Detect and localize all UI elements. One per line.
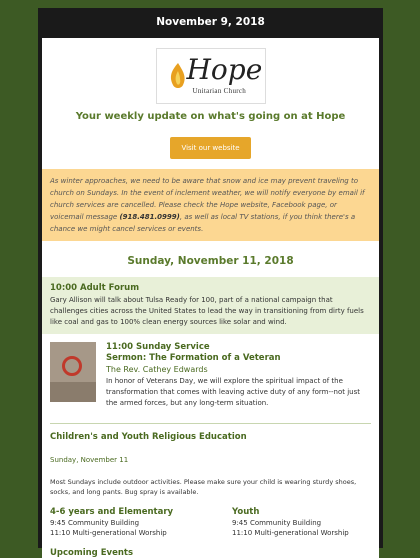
upcoming-events-heading: Upcoming Events xyxy=(50,548,134,558)
group-title: 4-6 years and Elementary xyxy=(50,507,174,517)
visit-website-button[interactable]: Visit our website xyxy=(170,137,250,159)
logo-area xyxy=(42,38,379,138)
flame-icon xyxy=(167,61,189,91)
cyre-title: Children's and Youth Religious Education xyxy=(50,432,247,442)
newsletter-frame xyxy=(38,8,383,558)
adult-forum-section xyxy=(42,277,379,334)
group-elementary xyxy=(50,507,232,538)
forum-title: 10:00 Adult Forum xyxy=(50,283,140,293)
newsletter-date: November 9, 2018 xyxy=(156,16,265,28)
group-youth xyxy=(232,507,349,538)
group-title: Youth xyxy=(232,507,260,517)
logo-wordmark: Hope xyxy=(186,53,263,86)
church-logo[interactable] xyxy=(156,48,266,104)
notice-text: As winter approaches, we need to be aware that snow and ice may prevent traveling to church on Sundays. In the event of inclement weather, we will notify everyone by email if church services are cancelled. Please check the Hope website, Facebook page, or voicemail message xyxy=(50,177,365,221)
sunday-service-section xyxy=(42,334,379,413)
logo-subtitle: Unitarian Church xyxy=(192,87,247,95)
peace-sign-icon xyxy=(62,356,82,376)
service-time: 11:00 Sunday Service xyxy=(106,342,210,352)
age-groups xyxy=(42,497,379,538)
religious-education-section xyxy=(42,424,379,497)
notice-phone[interactable]: (918.481.0999) xyxy=(119,213,180,221)
service-body: In honor of Veterans Day, we will explore the spiritual impact of the transformation that comes with leaving active duty of any form--not just the armed forces, but any long-term situation. xyxy=(106,377,361,407)
forum-body: Gary Allison will talk about Tulsa Ready for 100, part of a national campaign that challenges cities across the United States to lead the way in transitioning from dirty fuels like coal and gas to 100% clean energy sources like solar and wind. xyxy=(50,296,364,326)
weather-notice xyxy=(42,169,379,241)
tagline: Your weekly update on what's going on at Hope xyxy=(75,111,346,122)
group-schedule-line: 11:10 Multi-generational Worship xyxy=(50,529,167,537)
newsletter-body xyxy=(42,38,379,558)
group-schedule-line: 9:45 Community Building xyxy=(50,519,140,527)
cyre-note: Most Sundays include outdoor activities. Please make sure your child is wearing sturdy shoes, socks, and long pants. Bug spray is available. xyxy=(50,478,357,496)
notice-text-end: , as well as local TV stations, if you think there's a chance we might cancel services or events. xyxy=(50,213,356,233)
sunday-heading: Sunday, November 11, 2018 xyxy=(127,255,294,267)
minister-name: The Rev. Cathey Edwards xyxy=(106,365,208,374)
veteran-photo xyxy=(50,342,96,402)
group-schedule-line: 11:10 Multi-generational Worship xyxy=(232,529,349,537)
group-schedule-line: 9:45 Community Building xyxy=(232,519,322,527)
sermon-title: Sermon: The Formation of a Veteran xyxy=(106,353,281,363)
cyre-date: Sunday, November 11 xyxy=(50,456,129,464)
